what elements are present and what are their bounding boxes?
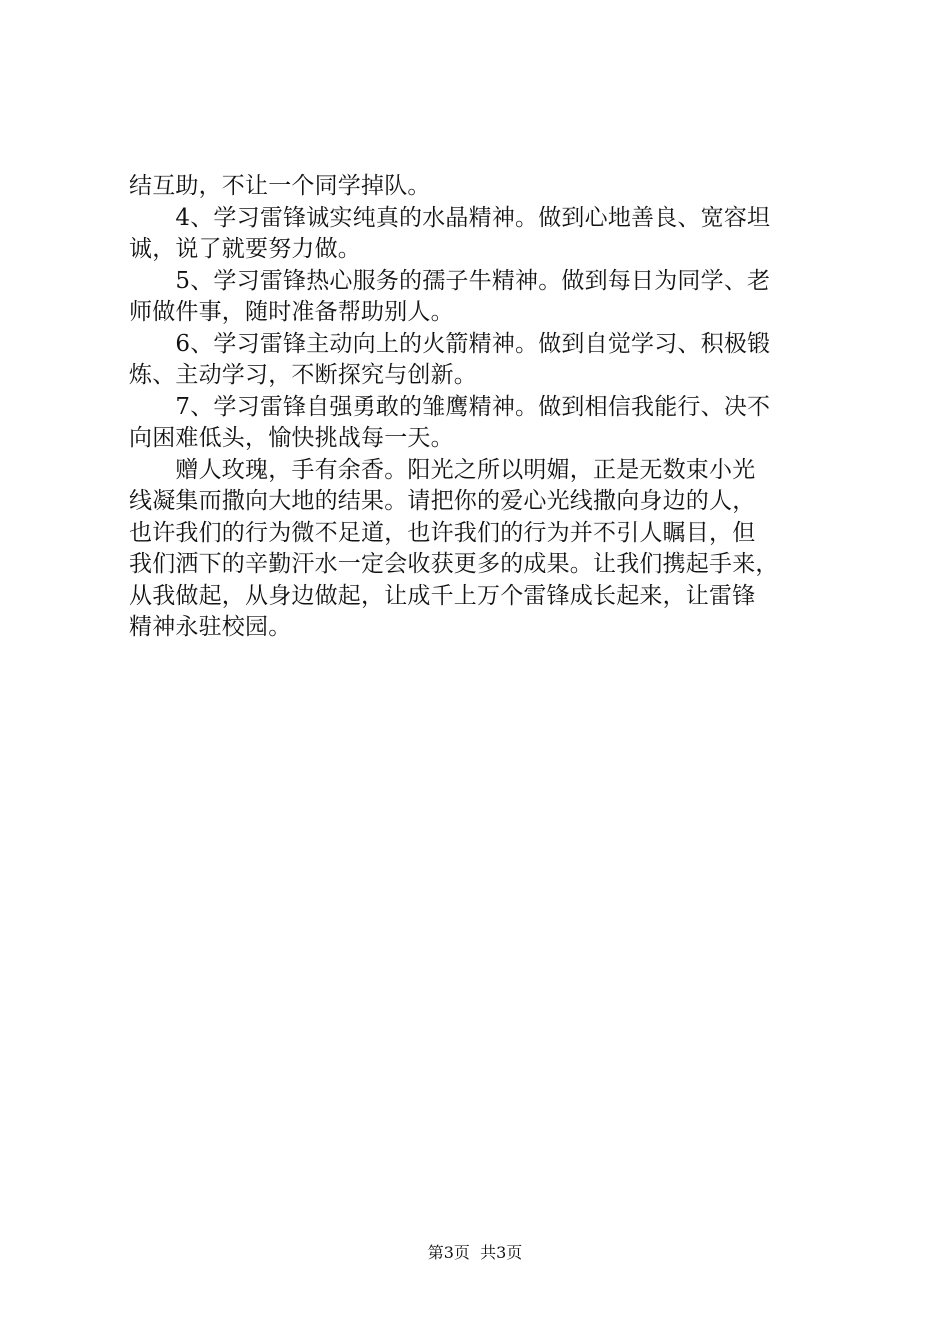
text-line: 5、学习雷锋热心服务的孺子牛精神。做到每日为同学、老 — [129, 267, 771, 294]
text-line: 线凝集而撒向大地的结果。请把你的爱心光线撒向身边的人， — [129, 488, 756, 514]
text-line: 向困难低头，愉快挑战每一天。 — [129, 425, 454, 451]
text-line: 诚，说了就要努力做。 — [129, 236, 361, 262]
text-line: 赠人玫瑰，手有余香。阳光之所以明媚，正是无数束小光 — [129, 456, 756, 483]
text-line: 精神永驻校园。 — [129, 614, 292, 640]
text-line: 6、学习雷锋主动向上的火箭精神。做到自觉学习、积极锻 — [129, 330, 771, 357]
text-line: 结互助，不让一个同学掉队。 — [129, 173, 431, 199]
body-text — [129, 171, 834, 644]
text-line: 4、学习雷锋诚实纯真的水晶精神。做到心地善良、宽容坦 — [129, 204, 771, 231]
text-line: 我们洒下的辛勤汗水一定会收获更多的成果。让我们携起手来， — [129, 551, 779, 577]
text-line: 也许我们的行为微不足道，也许我们的行为并不引人瞩目，但 — [129, 519, 756, 546]
text-line: 从我做起，从身边做起，让成千上万个雷锋成长起来，让雷锋 — [129, 582, 756, 609]
text-line: 7、学习雷锋自强勇敢的雏鹰精神。做到相信我能行、决不 — [129, 393, 771, 420]
text-line: 师做件事，随时准备帮助别人。 — [129, 299, 454, 325]
text-line: 炼、主动学习，不断探究与创新。 — [129, 362, 477, 388]
page-number-footer: 第3页 共3页 — [427, 1243, 523, 1262]
